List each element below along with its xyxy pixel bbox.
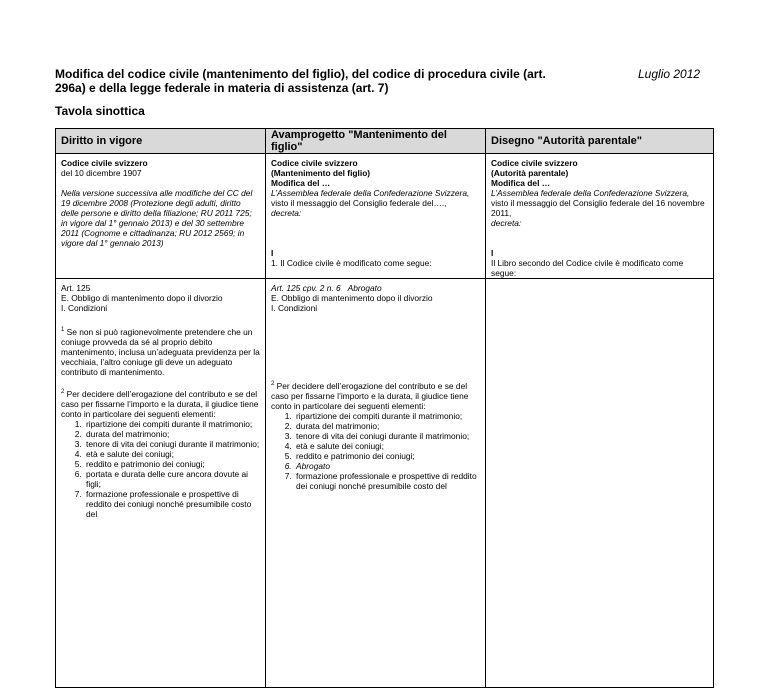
list-item: 7. formazione professionale e prospettive di reddito dei coniugi nonché presumibile costo del [294,471,480,491]
intro-text: Il Libro secondo del Codice civile è modificato come segue: [491,258,684,278]
column-header-preliminary-draft: Avamprogetto "Mantenimento del figlio" [266,129,486,154]
preamble: L’Assemblea federale della Confederazione Svizzera, [491,188,690,198]
article-subheading: I. Condizioni [271,303,318,313]
code-name: Codice civile svizzero [271,158,358,168]
code-name: Codice civile svizzero [491,158,578,168]
article-number: Art. 125 [61,283,91,293]
table-cell [56,154,266,279]
article-number: Art. 125 cpv. 2 n. 6 Abrogato [271,283,382,293]
document-subtitle: Tavola sinottica [55,104,145,118]
code-name: Codice civile svizzero [61,158,148,168]
document-date: Luglio 2012 [638,67,701,81]
column-header-draft-parental-authority: Disegno "Autorità parentale" [486,129,714,154]
table-cell [486,279,714,688]
table-cell [266,154,486,279]
preamble: L’Assemblea federale della Confederazione Svizzera, [271,188,470,198]
intro-text: 1. Il Codice civile è modificato come segue: [271,258,432,268]
message-reference: visto il messaggio del Consiglio federale del 16 novembre 2011, [491,198,705,218]
table-cell [56,279,266,688]
list-item: 1. ripartizione dei compiti durante il matrimonio; [294,411,480,421]
paragraph-1: $^1$ Se non si può ragionevolmente pretendere che un coniuge provveda da sé al proprio debito mantenimento, inclusa un’adeguata previdenza per la vecchiaia, l’altro coniuge gli deve un adeguato contributo di mantenimento. [61,327,260,377]
code-subtitle: (Mantenimento del figlio) [271,168,371,178]
synoptic-table [55,128,714,688]
message-reference: visto il messaggio del Consiglio federale del…., [271,198,447,208]
list-item: 5. reddito e patrimonio dei coniugi; [84,459,260,469]
paragraph-2: $^2$ Per decidere dell’erogazione del contributo e se del caso per fissarne l’importo e la durata, il giudice tiene conto in particolare dei seguenti elementi: [271,381,469,411]
table-cell [486,154,714,279]
roman-numeral: I [271,248,274,258]
criteria-list [271,411,480,491]
list-item: 2. durata del matrimonio; [84,429,260,439]
code-date: del 10 dicembre 1907 [61,168,142,178]
table-header-row [56,129,714,154]
list-item: 4. età e salute dei coniugi; [84,449,260,459]
decree: decreta: [491,218,522,228]
version-note: Nella versione successiva alle modifiche del CC del 19 dicembre 2008 (Protezione degli adulti, diritto delle persone e diritto della filiazione; RU 2011 725; in vigore dal 1° gennaio 2013) e del 30 settembre 2011 (Cognome e cittadinanza; RU 2012 2569; in vigore dal 1° gennaio 2013) [61,188,253,248]
document-title: Modifica del codice civile (mantenimento del figlio), del codice di procedura civile (art. 296a) e della legge federale in materia di assistenza (art. 7) [55,67,546,95]
decree: decreta: [271,208,302,218]
list-item: 3. tenore di vita dei coniugi durante il matrimonio; [294,431,480,441]
list-item: 1. ripartizione dei compiti durante il matrimonio; [84,419,260,429]
list-item: 3. tenore di vita dei coniugi durante il matrimonio; [84,439,260,449]
article-heading: E. Obbligo di mantenimento dopo il divorzio [271,293,433,303]
modification-label: Modifica del … [271,178,331,188]
list-item: 6. portata e durata delle cure ancora dovute ai figli; [84,469,260,489]
table-row [56,154,714,279]
article-subheading: I. Condizioni [61,303,108,313]
paragraph-2: $^2$ Per decidere dell’erogazione del contributo e se del caso per fissarne l’importo e la durata, il giudice tiene conto in particolare dei seguenti elementi: [61,389,259,419]
roman-numeral: I [491,248,494,258]
table-row [56,279,714,688]
list-item: 7. formazione professionale e prospettive di reddito dei coniugi nonché presumibile costo del [84,489,260,519]
list-item: 4. età e salute dei coniugi; [294,441,480,451]
article-heading: E. Obbligo di mantenimento dopo il divorzio [61,293,223,303]
criteria-list [61,419,260,519]
modification-label: Modifica del … [491,178,551,188]
list-item: 2. durata del matrimonio; [294,421,480,431]
column-header-current-law: Diritto in vigore [56,129,266,154]
code-subtitle: (Autorità parentale) [491,168,569,178]
list-item: 6. Abrogato [294,461,480,471]
table-cell [266,279,486,688]
list-item: 5. reddito e patrimonio dei coniugi; [294,451,480,461]
